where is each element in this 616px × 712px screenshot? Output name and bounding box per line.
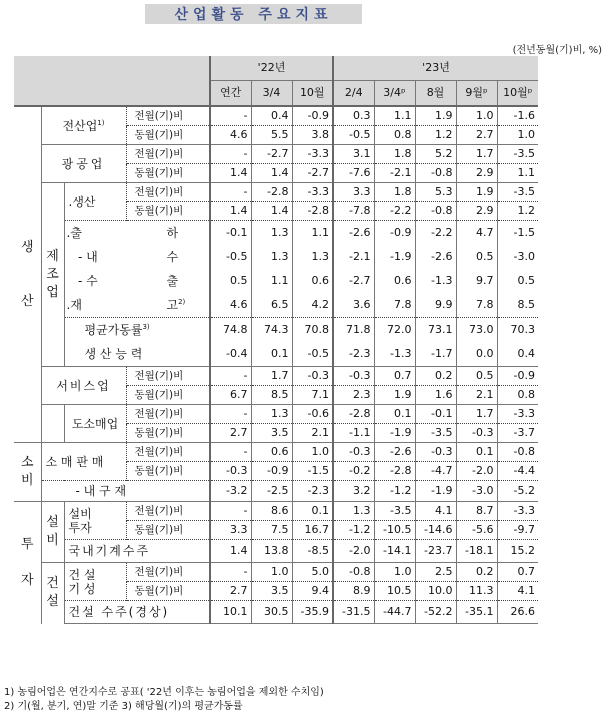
row-label-domestic: - 내 수 [64,245,210,269]
value-cell: -1.9 [415,481,456,502]
value-cell: -3.3 [292,145,333,164]
value-cell: 30.5 [251,601,292,624]
value-cell: 0.4 [497,342,538,367]
group-consumption: 소 비 [14,443,41,502]
value-cell: -0.2 [333,462,374,481]
value-cell: -5.2 [497,481,538,502]
value-cell: 1.2 [415,126,456,145]
value-cell: - [210,502,251,521]
value-cell: 7.8 [374,293,415,318]
value-cell: -2.6 [333,221,374,246]
value-cell: 8.6 [251,502,292,521]
year-group-header: '23년 [333,56,538,81]
value-cell: 6.5 [251,293,292,318]
value-cell: -0.3 [333,443,374,462]
value-cell: -0.4 [210,342,251,367]
value-cell: - [210,145,251,164]
yoy-label: 동월(기)비 [126,126,210,145]
table-row [14,145,538,164]
value-cell: -9.7 [497,521,538,540]
value-cell: -0.9 [497,367,538,386]
value-cell: -2.8 [251,183,292,202]
value-cell: 5.0 [292,563,333,582]
value-cell: - [210,183,251,202]
value-cell: -1.1 [333,424,374,443]
value-cell: 8.7 [456,502,497,521]
row-label-wholesale-retail: 도소매업 [64,405,126,443]
table-row [14,269,538,293]
value-cell: -2.0 [333,540,374,563]
value-cell: 1.3 [292,245,333,269]
value-cell: 4.2 [292,293,333,318]
value-cell: 2.5 [415,563,456,582]
value-cell: 0.5 [456,245,497,269]
value-cell: 3.5 [251,582,292,601]
value-cell: 0.5 [210,269,251,293]
unit-label: (전년동월(기)비, %) [512,45,602,56]
value-cell: 3.3 [210,521,251,540]
table-row [14,443,538,462]
value-cell: 1.4 [251,202,292,221]
value-cell: 1.0 [456,106,497,126]
value-cell: 72.0 [374,318,415,343]
value-cell: 3.8 [292,126,333,145]
value-cell: -2.0 [456,462,497,481]
value-cell: -1.5 [292,462,333,481]
value-cell: -3.3 [497,405,538,424]
value-cell: -3.0 [456,481,497,502]
value-cell: 70.3 [497,318,538,343]
value-cell: 2.7 [210,424,251,443]
value-cell: 1.0 [251,563,292,582]
column-header: 2/4 [333,81,374,107]
row-label-equipment-investment: 설비 투자 [64,502,126,540]
value-cell: -10.5 [374,521,415,540]
value-cell: 5.3 [415,183,456,202]
value-cell: 73.1 [415,318,456,343]
value-cell: -0.9 [374,221,415,246]
value-cell: - [210,367,251,386]
column-header: 10월 [292,81,333,107]
value-cell: 1.6 [415,386,456,405]
value-cell: 7.5 [251,521,292,540]
value-cell: 3.2 [333,481,374,502]
value-cell: 0.2 [456,563,497,582]
value-cell: 0.1 [374,405,415,424]
value-cell: 1.9 [415,106,456,126]
table-row [14,481,538,502]
value-cell: 1.3 [251,245,292,269]
value-cell: -18.1 [456,540,497,563]
value-cell: -5.6 [456,521,497,540]
value-cell: -0.5 [210,245,251,269]
value-cell: 1.4 [251,164,292,183]
row-label-construction-completed: 건 설 기 성 [64,563,126,601]
value-cell: - [210,443,251,462]
value-cell: -4.7 [415,462,456,481]
table-row [14,221,538,246]
header-corner [14,56,210,106]
value-cell: 0.5 [497,269,538,293]
row-label-exports: - 수 출 [64,269,210,293]
value-cell: 1.1 [292,221,333,246]
value-cell: 1.1 [497,164,538,183]
row-label-inventory: .재 고$^{2)}$ [64,293,210,318]
value-cell: 8.9 [333,582,374,601]
value-cell: 1.4 [210,164,251,183]
value-cell: 2.1 [292,424,333,443]
value-cell: 3.6 [333,293,374,318]
value-cell: 7.1 [292,386,333,405]
row-label-durables: - 내 구 재 [41,481,210,502]
row-label-machinery-orders: 국내기계수주 [64,540,210,563]
value-cell: 1.9 [456,183,497,202]
value-cell: 4.6 [210,126,251,145]
value-cell: 5.2 [415,145,456,164]
value-cell: -2.3 [292,481,333,502]
table-row [14,540,538,563]
value-cell: 0.6 [292,269,333,293]
value-cell: 3.1 [333,145,374,164]
value-cell: 15.2 [497,540,538,563]
row-label-capacity: 생 산 능 력 [64,342,210,367]
value-cell: 1.0 [497,126,538,145]
value-cell: -1.2 [374,481,415,502]
column-header: 9월ᵖ [456,81,497,107]
value-cell: -1.2 [333,521,374,540]
mom-label: 전월(기)비 [126,405,210,424]
value-cell: -2.1 [333,245,374,269]
value-cell: 74.3 [251,318,292,343]
group-manufacturing: 제 조 업 [41,183,64,367]
column-header: 8월 [415,81,456,107]
value-cell: 1.3 [251,405,292,424]
value-cell: -0.8 [333,563,374,582]
value-cell: -7.6 [333,164,374,183]
value-cell: 8.5 [497,293,538,318]
value-cell: 0.6 [374,269,415,293]
value-cell: 2.3 [333,386,374,405]
value-cell: 1.0 [292,443,333,462]
value-cell: -3.5 [415,424,456,443]
value-cell: -31.5 [333,601,374,624]
value-cell: 2.9 [456,164,497,183]
value-cell: -2.8 [292,202,333,221]
yoy-label: 동월(기)비 [126,582,210,601]
value-cell: -0.8 [497,443,538,462]
value-cell: 0.1 [292,502,333,521]
value-cell: 0.7 [374,367,415,386]
value-cell: 1.4 [210,540,251,563]
value-cell: 4.6 [210,293,251,318]
mom-label: 전월(기)비 [126,443,210,462]
value-cell: 1.1 [374,106,415,126]
column-header: 3/4ᵖ [374,81,415,107]
value-cell: 1.9 [374,386,415,405]
row-label-utilization: 평균가동률$^{3)}$ [64,318,210,343]
value-cell: -23.7 [415,540,456,563]
value-cell: -1.7 [415,342,456,367]
value-cell: -2.2 [415,221,456,246]
yoy-label: 동월(기)비 [126,462,210,481]
yoy-label: 동월(기)비 [126,202,210,221]
value-cell: 0.8 [374,126,415,145]
value-cell: 74.8 [210,318,251,343]
yoy-label: 동월(기)비 [126,521,210,540]
value-cell: 1.0 [374,563,415,582]
value-cell: 4.1 [415,502,456,521]
year-group-header: '22년 [210,56,333,81]
value-cell: 4.7 [456,221,497,246]
table-row [14,245,538,269]
value-cell: -2.7 [333,269,374,293]
value-cell: 0.4 [251,106,292,126]
value-cell: -7.8 [333,202,374,221]
value-cell: 1.4 [210,202,251,221]
value-cell: -35.9 [292,601,333,624]
value-cell: -0.3 [210,462,251,481]
value-cell: -2.7 [292,164,333,183]
value-cell: -0.5 [333,126,374,145]
value-cell: 73.0 [456,318,497,343]
value-cell: 0.2 [415,367,456,386]
mom-label: 전월(기)비 [126,502,210,521]
table-row [14,293,538,318]
value-cell: 0.1 [456,443,497,462]
mom-label: 전월(기)비 [126,183,210,202]
value-cell: -3.3 [497,502,538,521]
value-cell: -4.4 [497,462,538,481]
value-cell: -2.2 [374,202,415,221]
value-cell: -0.9 [292,106,333,126]
group-equipment: 설 비 [41,502,64,563]
value-cell: -0.1 [210,221,251,246]
value-cell: 11.3 [456,582,497,601]
value-cell: 1.8 [374,183,415,202]
value-cell: - [210,106,251,126]
value-cell: 1.1 [251,269,292,293]
mom-label: 전월(기)비 [126,145,210,164]
value-cell: 13.8 [251,540,292,563]
value-cell: -2.3 [333,342,374,367]
value-cell: 3.5 [251,424,292,443]
value-cell: 1.8 [374,145,415,164]
table-row [14,502,538,521]
value-cell: -1.9 [374,245,415,269]
value-cell: 2.7 [456,126,497,145]
value-cell: -1.9 [374,424,415,443]
value-cell: -2.5 [251,481,292,502]
row-label-construction-orders: 건설 수주(경상) [64,601,210,624]
value-cell: 0.8 [497,386,538,405]
value-cell: -0.1 [415,405,456,424]
table-row [14,342,538,367]
value-cell: -1.3 [415,269,456,293]
value-cell: 0.0 [456,342,497,367]
value-cell: 71.8 [333,318,374,343]
value-cell: -1.3 [374,342,415,367]
value-cell: -2.6 [374,443,415,462]
value-cell: 9.4 [292,582,333,601]
indicators-table [14,56,538,624]
value-cell: -3.3 [292,183,333,202]
value-cell: -2.8 [333,405,374,424]
value-cell: -3.5 [497,145,538,164]
value-cell: -3.5 [374,502,415,521]
table-row [14,367,538,386]
value-cell: 1.3 [251,221,292,246]
row-label-mfg-production: .생산 [64,183,126,221]
value-cell: 0.3 [333,106,374,126]
yoy-label: 동월(기)비 [126,164,210,183]
value-cell: 16.7 [292,521,333,540]
table-row [14,601,538,624]
value-cell: -0.9 [251,462,292,481]
value-cell: -52.2 [415,601,456,624]
mom-label: 전월(기)비 [126,367,210,386]
row-label-shipments: .출 하 [64,221,210,246]
value-cell: -44.7 [374,601,415,624]
value-cell: 0.6 [251,443,292,462]
value-cell: 1.2 [497,202,538,221]
column-header: 10월ᵖ [497,81,538,107]
row-label-mining-mfg: 광공업 [41,145,126,183]
table-row [14,56,538,81]
value-cell: 7.8 [456,293,497,318]
column-header: 연간 [210,81,251,107]
value-cell: 2.1 [456,386,497,405]
value-cell: 10.5 [374,582,415,601]
value-cell: -2.8 [374,462,415,481]
table-row [14,183,538,202]
yoy-label: 동월(기)비 [126,424,210,443]
column-header: 3/4 [251,81,292,107]
value-cell: 1.7 [251,367,292,386]
value-cell: 26.6 [497,601,538,624]
value-cell: -0.3 [456,424,497,443]
value-cell: 1.7 [456,405,497,424]
mom-label: 전월(기)비 [126,106,210,126]
value-cell: -3.5 [497,183,538,202]
indent-spacer [41,405,64,443]
value-cell: 8.5 [251,386,292,405]
table-row [14,318,538,343]
row-label-all-industry: 전산업$^{1)}$ [41,106,126,145]
row-label-services: 서비스업 [41,367,126,405]
table-row [14,405,538,424]
value-cell: -2.7 [251,145,292,164]
group-construction: 건 설 [41,563,64,624]
value-cell: -0.3 [333,367,374,386]
value-cell: -0.8 [415,164,456,183]
group-investment: 투 자 [14,502,41,624]
value-cell: 9.7 [456,269,497,293]
value-cell: 0.7 [497,563,538,582]
group-production: 생 산 [14,106,41,443]
value-cell: 9.9 [415,293,456,318]
value-cell: -14.6 [415,521,456,540]
mom-label: 전월(기)비 [126,563,210,582]
value-cell: -0.6 [292,405,333,424]
value-cell: -14.1 [374,540,415,563]
value-cell: 5.5 [251,126,292,145]
value-cell: 2.7 [210,582,251,601]
value-cell: -2.6 [415,245,456,269]
value-cell: -8.5 [292,540,333,563]
value-cell: -0.5 [292,342,333,367]
value-cell: -1.5 [497,221,538,246]
footnote-1: 1) 농림어업은 연간지수로 공표( '22년 이후는 농림어업을 제외한 수치임) [4,687,324,698]
value-cell: 2.9 [456,202,497,221]
value-cell: -35.1 [456,601,497,624]
table-row [14,563,538,582]
value-cell: 70.8 [292,318,333,343]
yoy-label: 동월(기)비 [126,386,210,405]
value-cell: 1.3 [333,502,374,521]
row-label-retail-sales: 소 매 판 매 [41,443,126,481]
value-cell: -0.8 [415,202,456,221]
value-cell: 6.7 [210,386,251,405]
value-cell: - [210,405,251,424]
value-cell: 10.0 [415,582,456,601]
title-box [145,4,362,24]
value-cell: 1.7 [456,145,497,164]
value-cell: -2.1 [374,164,415,183]
value-cell: -3.0 [497,245,538,269]
footnote-2: 2) 기(월, 분기, 연)말 기준 3) 해당월(기)의 평균가동률 [4,701,243,712]
value-cell: 3.3 [333,183,374,202]
value-cell: 10.1 [210,601,251,624]
value-cell: -3.7 [497,424,538,443]
table-row [14,106,538,126]
value-cell: - [210,563,251,582]
value-cell: 4.1 [497,582,538,601]
value-cell: 0.5 [456,367,497,386]
value-cell: 0.1 [251,342,292,367]
value-cell: -3.2 [210,481,251,502]
page-title: 산업활동 주요지표 [174,7,333,23]
value-cell: -0.3 [415,443,456,462]
value-cell: -0.3 [292,367,333,386]
value-cell: -1.6 [497,106,538,126]
